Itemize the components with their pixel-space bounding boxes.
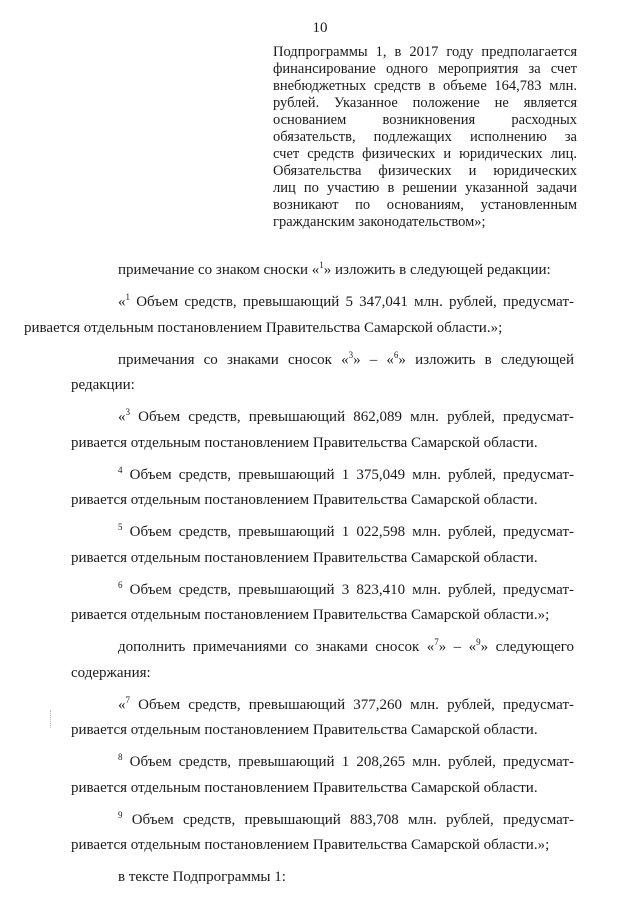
paragraph-footnote-1-text: «$^1$ Объем средств, превышающий 5 347,041 млн. рублей, предусмат- ривается отдельным постановлением Правительства Самарской области.»; (24, 292, 574, 336)
paragraph-footnote-8-text: $^8$ Объем средств, превышающий 1 208,265 млн. рублей, предусмат- ривается отдельным постановлением Правительства Самарской области. (71, 752, 574, 796)
paragraph-footnote-9-text: $^9$ Объем средств, превышающий 883,708 млн. рублей, предусмат- ривается отдельным постановлением Правительства Самарской области.»; (71, 809, 574, 853)
document-body (24, 258, 575, 897)
paragraph-footnote-7-text: «$^7$ Объем средств, превышающий 377,260 млн. рублей, предусмат- ривается отдельным постановлением Правительства Самарской области. (71, 694, 574, 738)
cell-line: гражданским законодательством»; (273, 214, 486, 230)
cell-line: возникают по основаниям, установленным (273, 197, 577, 213)
paragraph-subprogram-text-intro: в тексте Подпрограммы 1: (118, 869, 286, 885)
paragraph-footnote-5-text: $^5$ Объем средств, превышающий 1 022,598 млн. рублей, предусмат- ривается отдельным постановлением Правительства Самарской области. (71, 522, 574, 566)
cell-line: Подпрограммы 1, в 2017 году предполагается (273, 44, 577, 60)
cell-line: счет средств физических и юридических лиц. (273, 146, 577, 162)
cell-line: финансирование одного мероприятия за счет (273, 61, 577, 77)
cell-line: основанием возникновения расходных (273, 112, 577, 128)
paragraph-footnote-4-text: $^4$ Объем средств, превышающий 1 375,049 млн. рублей, предусмат- ривается отдельным постановлением Правительства Самарской области. (71, 464, 574, 508)
paragraph-footnotes-3-6-instruction: примечания со знаками сносок «$^3$» – «$^6$» изложить в следующей редакции: (71, 349, 574, 393)
paragraph-footnote-1-instruction: примечание со знаком сноски «$^1$» изложить в следующей редакции: (118, 260, 551, 278)
page-number: 10 (312, 20, 328, 36)
cell-line: лиц по участию в решении указанной задачи (273, 180, 577, 196)
cell-line: внебюджетных средств в объеме 164,783 млн. (273, 78, 577, 94)
table-cell-fragment (273, 44, 577, 231)
cell-line: рублей. Указанное положение не является (273, 95, 577, 111)
cell-line: Обязательства физических и юридических (273, 163, 577, 179)
paragraph-footnote-3-text: «$^3$ Объем средств, превышающий 862,089 млн. рублей, предусмат- ривается отдельным постановлением Правительства Самарской области. (71, 407, 574, 451)
cell-line: обязательств, подлежащих исполнению за (273, 129, 577, 145)
paragraph-footnote-6-text: $^6$ Объем средств, превышающий 3 823,410 млн. рублей, предусмат- ривается отдельным постановлением Правительства Самарской области.»; (71, 579, 574, 623)
paragraph-footnotes-7-9-instruction: дополнить примечаниями со знаками сносок «$^7$» – «$^9$» следующего содержания: (71, 637, 575, 681)
